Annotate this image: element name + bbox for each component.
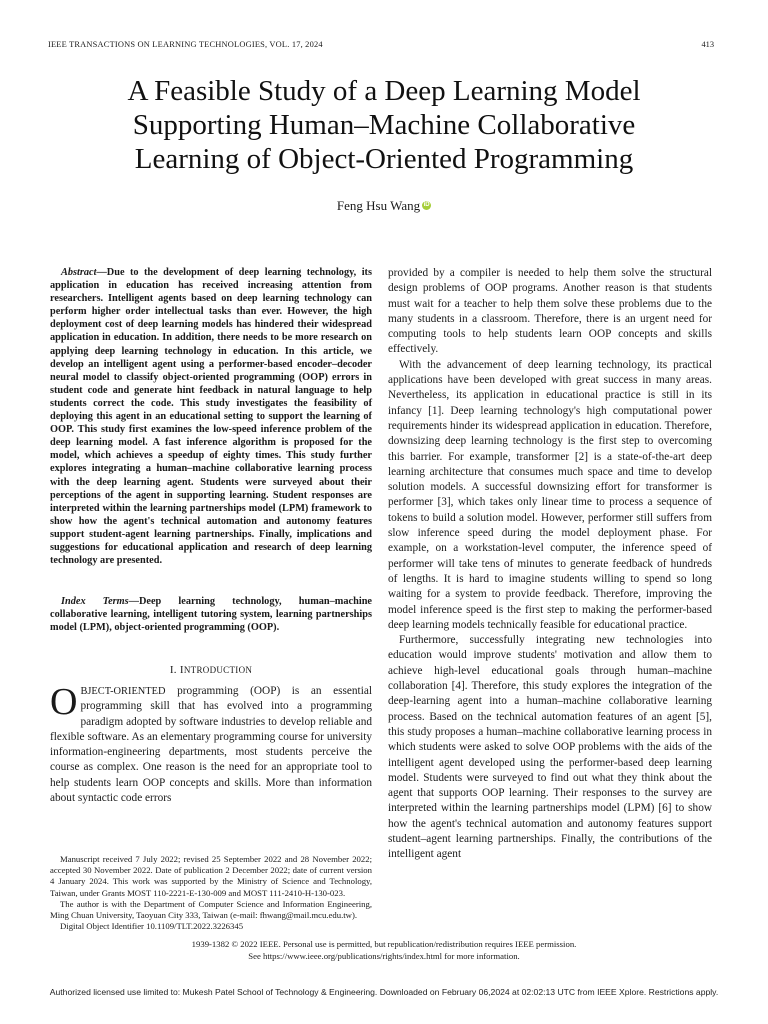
intro-text: programming (OOP) is an essential programming skill that has evolved into a programming paradigm adopted by software industries to develop reliable and flexible software. As an elementary programming course for university information-engineering departments, most students perceive the course as complex. One reason is the need for an appropriate tool to help students learn OOP concepts and skills. More than information about syntactic code errors — [50, 685, 372, 805]
copyright-link-line[interactable]: See https://www.ieee.org/publications/rights/index.html for more information. — [248, 951, 520, 961]
body-paragraph: With the advancement of deep learning technology, its practical applications have been developed with great success in many areas. Nevertheless, its application in educational practice is still in its infancy [1]. Deep learning technology's high computational power requirements hinder its widespread application in education. Therefore, downsizing deep learning technology is the first step to overcoming this barrier. For example, transformer [2] is a state-of-the-art deep learning architecture that consumes much space and time to develop solution models. A successful downsizing effort for transformer is performer [3], which takes only linear time to process a sequence of tokens to build a solution model. However, performer still suffers from slow inference speed during the model deployment phase. For example, on a workstation-level computer, the inference speed of performer will take tens of minutes to generate feedback of hundreds of lengths. It is hard to imagine students willing to spend so long waiting for a system to provide feedback. Therefore, improving the model inference speed is the first step to making the performer-based deep learning models technically feasible for educational practice. — [388, 358, 712, 631]
abstract-text: —Due to the development of deep learning technology, its application in education has received increasing attention from researchers. Intelligent agents based on deep learning technology can perform higher order intellectual tasks than ever. However, the high deployment cost of deep learning models has hindered their widespread application in education. In addition, there needs to be more research on applying deep learning technology in education. In this article, we develop an intelligent agent using a performer-based encoder–decoder neural model to classify object-oriented programming (OOP) errors in student code and generate hint feedback in natural language to help students correct the code. This study investigates the feasibility of deploying this agent in an educational setting to support the learning of OOP. This study first examines the low-speed inference problem of the deep learning model. A fast inference algorithm is proposed for the model, which achieves a speedup of eighty times. This study further explores integrating a human–machine collaborative learning process with the deep learning agent. Students were surveyed about their perceptions of the agent in supporting learning. Student responses are interpreted within the learning partnerships model (LPM) framework to show how the agent's technical automation and autonomy features support student-agent learning partnerships. Finally, implications and suggestions for educational application and research of deep learning technology are presented. — [50, 267, 372, 567]
body-paragraph: provided by a compiler is needed to help them solve the structural design problems of OOP programs. Another reason is that students must wait for a teacher to help them solve these problems due to the many students in a classroom. Therefore, there is an urgent need for computing tools to help students learn OOP concepts and skills effectively. — [388, 267, 712, 356]
body-paragraph: Furthermore, successfully integrating new technologies into education would improve students' motivation and allow them to achieve high-level educational goals through human–machine collaboration [4]. Therefore, this study explores the integration of the deep-learning agent into a human–machine collaborative learning process. Based on the technical automation features of an agent [5], this study proposes a human–machine collaborative learning process in which students were asked to solve OOP problems with the aids of the intelligent agent developed using the performer-based deep learning model. Students were surveyed to find out what they think about the agent that supports OOP learning. Their responses to the survey are interpreted within the learning partnerships model (LPM) [6] to show how the agent's technical automation and autonomy features support student–agent learning partnerships. Finally, the contributions of the intelligent agent — [388, 634, 712, 861]
index-terms-text: —Deep learning technology, human–machine collaborative learning, intelligent tutoring system, learning partnerships model (LPM), object-oriented programming (OOP). — [50, 596, 372, 634]
index-terms-label: Index Terms — [61, 596, 129, 607]
copyright-line: 1939-1382 © 2022 IEEE. Personal use is permitted, but republication/redistribution requires IEEE permission. — [191, 939, 577, 949]
footnotes — [50, 854, 372, 932]
authorized-use-notice: Authorized licensed use limited to: Mukesh Patel School of Technology & Engineering. Downloaded on February 06,2024 at 02:02:13 UTC from IEEE Xplore. Restrictions apply. — [49, 987, 719, 997]
title-line: A Feasible Study of a Deep Learning Model — [127, 75, 641, 107]
section-heading — [50, 664, 372, 676]
footnote-affiliation: The author is with the Department of Computer Science and Information Engineering, Ming Chuan University, Taoyuan City 333, Taiwan (e-mail: fhwang@mail.mcu.edu.tw). — [50, 898, 372, 921]
copyright-notice — [0, 938, 768, 962]
footnote-manuscript: Manuscript received 7 July 2022; revised 25 September 2022 and 28 November 2022; accepted 30 November 2022. Date of publication 2 December 2022; date of current version 4 January 2024. This work was supported by the Ministry of Science and Technology, Taiwan, under Grants MOST 110-2221-E-130-009 and MOST 111-2410-H-130-023. — [50, 854, 372, 898]
paper-title — [60, 74, 708, 176]
abstract-label: Abstract — [61, 267, 97, 278]
intro-paragraph — [50, 681, 372, 806]
section-first-letter: I — [179, 664, 184, 676]
title-line: Learning of Object-Oriented Programming — [134, 143, 634, 175]
footnote-doi: Digital Object Identifier 10.1109/TLT.2022.3226345 — [60, 921, 244, 932]
section-title-rest: NTRODUCTION — [183, 665, 253, 675]
running-header: IEEE TRANSACTIONS ON LEARNING TECHNOLOGIES, VOL. 17, 2024 — [48, 40, 323, 49]
orcid-icon[interactable]: iD — [423, 202, 430, 208]
intro-first-word: BJECT-ORIENTED — [80, 686, 166, 697]
author-line — [0, 198, 768, 214]
right-column — [388, 266, 712, 863]
index-terms — [50, 595, 372, 634]
drop-cap: O — [50, 681, 78, 723]
abstract — [50, 266, 372, 567]
section-numeral: I. — [169, 664, 177, 676]
author-name: Feng Hsu Wang — [336, 198, 421, 213]
title-line: Supporting Human–Machine Collaborative — [132, 109, 636, 141]
page-number: 413 — [701, 40, 714, 49]
